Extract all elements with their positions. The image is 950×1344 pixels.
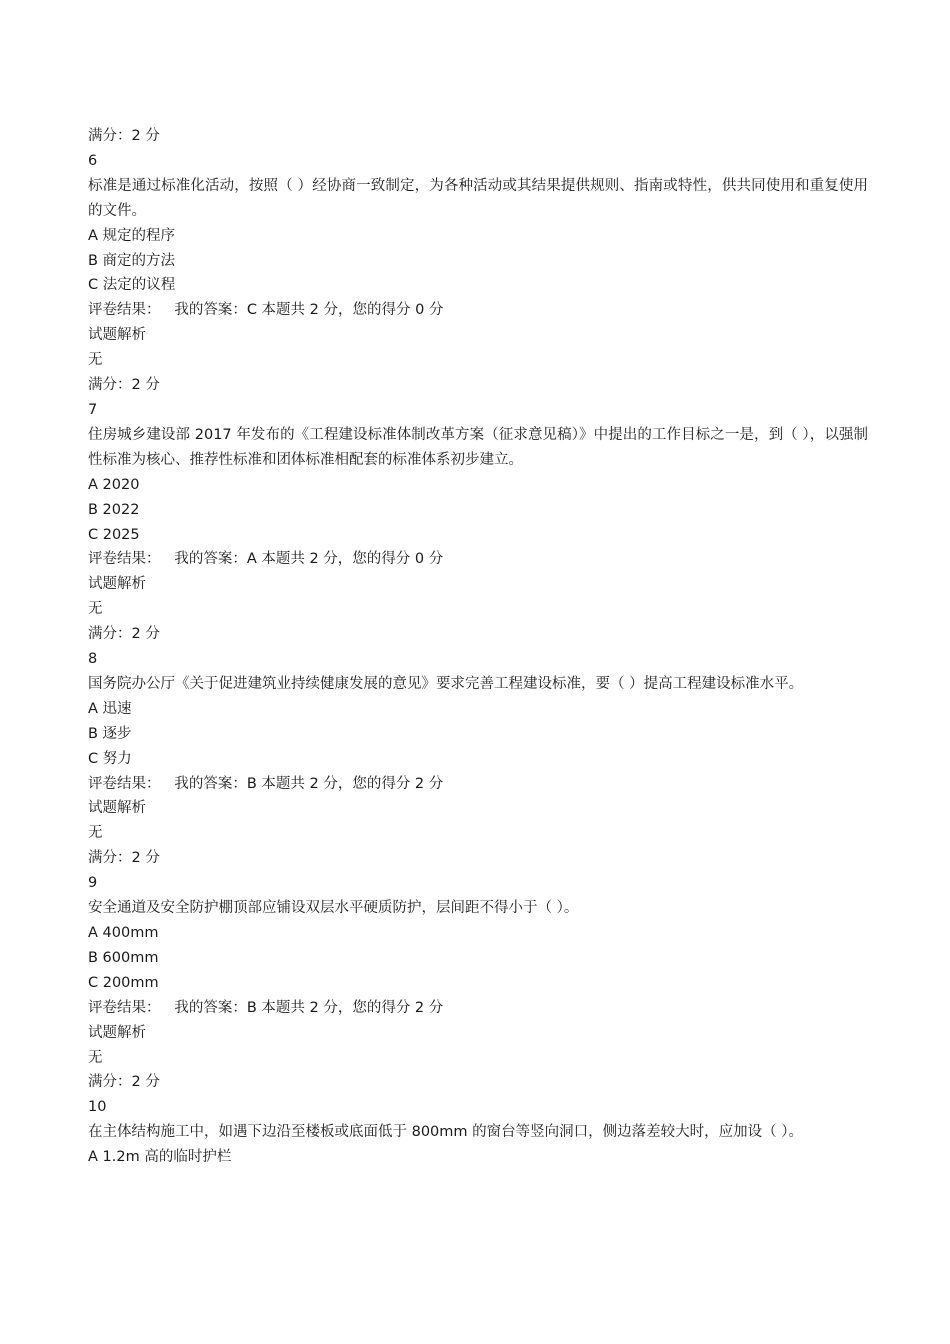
option-c: C 法定的议程 (88, 277, 176, 294)
grading-result: 评卷结果： 我的答案：C 本题共 2 分，您的得分 0 分 (88, 302, 444, 319)
question-block (88, 149, 868, 398)
question-number: 8 (88, 651, 98, 668)
option-a: A 400mm (88, 925, 159, 941)
grading-result: 评卷结果： 我的答案：A 本题共 2 分，您的得分 0 分 (88, 551, 444, 568)
question-stem: 在主体结构施工中，如遇下边沿至楼板或底面低于 800mm 的窗台等竖向洞口，侧边落差较大时，应加设（ ）。 (88, 1124, 803, 1141)
question-stem: 标准是通过标准化活动，按照（ ）经协商一致制定，为各种活动或其结果提供规则、指南或特性，供共同使用和重复使用的文件。 (88, 177, 868, 219)
question-stem: 安全通道及安全防护棚顶部应铺设双层水平硬质防护，层间距不得小于（ ）。 (88, 900, 579, 917)
option-b: B 600mm (88, 949, 159, 966)
option-a: A 规定的程序 (88, 227, 176, 244)
full-score: 满分：2 分 (88, 626, 160, 643)
document-page (88, 124, 868, 1170)
option-b: B 商定的方法 (88, 252, 176, 269)
full-score: 满分：2 分 (88, 850, 160, 867)
analysis-label: 试题解析 (88, 576, 146, 593)
grading-result: 评卷结果： 我的答案：B 本题共 2 分，您的得分 2 分 (88, 775, 444, 792)
question-block (88, 871, 868, 1095)
question-number: 10 (88, 1099, 107, 1116)
option-b: B 逐步 (88, 725, 132, 742)
question-block (88, 1095, 868, 1170)
question-stem: 住房城乡建设部 2017 年发布的《工程建设标准体制改革方案（征求意见稿）》中提出的工作目标之一是，到（ ），以强制性标准为核心、推荐性标准和团体标准相配套的标准体系初步建立。 (88, 426, 868, 468)
option-c: C 200mm (88, 974, 159, 991)
analysis-text: 无 (88, 352, 103, 369)
option-a: A 1.2m 高的临时护栏 (88, 1149, 232, 1166)
question-stem: 国务院办公厅《关于促进建筑业持续健康发展的意见》要求完善工程建设标准，要（ ）提高工程建设标准水平。 (88, 675, 804, 692)
full-score: 满分：2 分 (88, 377, 160, 394)
analysis-label: 试题解析 (88, 327, 146, 344)
question-number: 7 (88, 401, 98, 418)
option-a: A 迅速 (88, 700, 132, 717)
analysis-label: 试题解析 (88, 800, 146, 817)
option-c: C 2025 (88, 526, 140, 543)
analysis-text: 无 (88, 825, 103, 842)
question-block (88, 647, 868, 871)
question-number: 6 (88, 152, 98, 169)
full-score: 满分：2 分 (88, 1074, 160, 1091)
question-block (88, 398, 868, 647)
option-b: B 2022 (88, 501, 140, 518)
grading-result: 评卷结果： 我的答案：B 本题共 2 分，您的得分 2 分 (88, 999, 444, 1016)
option-c: C 努力 (88, 750, 132, 767)
analysis-text: 无 (88, 601, 103, 618)
question-number: 9 (88, 875, 98, 892)
option-a: A 2020 (88, 476, 140, 493)
analysis-text: 无 (88, 1049, 103, 1066)
analysis-label: 试题解析 (88, 1024, 146, 1041)
full-score: 满分：2 分 (88, 128, 160, 144)
